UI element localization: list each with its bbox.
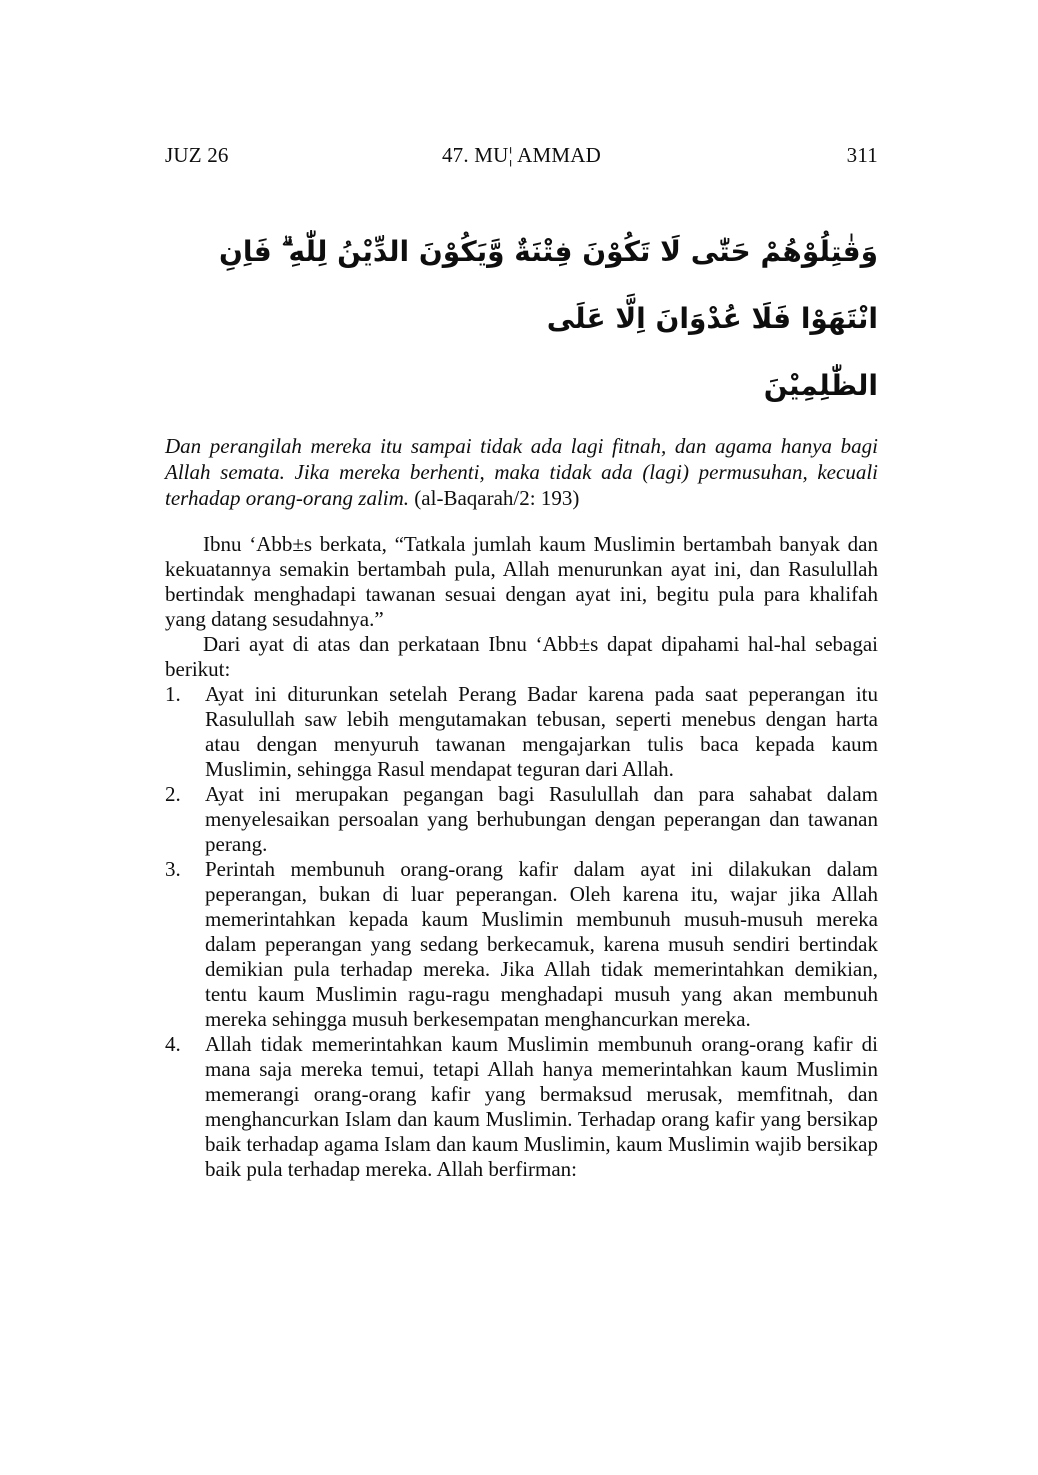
- arabic-verse-line-2: الظّٰلِمِيْنَ: [763, 369, 878, 402]
- juz-label: JUZ 26: [165, 143, 229, 167]
- list-item-text: Perintah membunuh orang-orang kafir dalam ayat ini dilakukan dalam peperangan, bukan di luar peperangan. Oleh karena itu, wajar jika Allah memerintahkan kepada kaum Muslimin membunuh musuh-musuh mereka dalam peperangan yang sedang berkecamuk, karena musuh sendiri bertindak demikian pula terhadap mereka. Jika Allah tidak memerintahkan demikian, tentu kaum Muslimin ragu-ragu menghadapi musuh yang akan membunuh mereka sehingga musuh berkesempatan menghancurkan mereka.: [205, 857, 878, 1031]
- paragraph-ibnu-abbas: Ibnu ‘Abb±s berkata, “Tatkala jumlah kaum Muslimin bertambah banyak dan kekuatannya semakin bertambah pula, Allah menurunkan ayat ini, dan Rasulullah bertindak menghadapi tawanan sesuai dengan ayat ini, begitu pula para khalifah yang datang sesudahnya.”: [165, 532, 878, 631]
- list-item-number: 1.: [165, 682, 181, 706]
- list-item: [165, 1032, 878, 1182]
- arabic-verse: [165, 218, 878, 419]
- list-item: [165, 782, 878, 857]
- list-item-text: Ayat ini diturunkan setelah Perang Badar karena pada saat peperangan itu Rasulullah saw lebih mengutamakan tebusan, seperti menebus dengan harta atau dengan menyuruh tawanan mengajarkan tulis baca kepada kaum Muslimin, sehingga Rasul mendapat teguran dari Allah.: [205, 682, 878, 781]
- list-item-number: 2.: [165, 782, 181, 806]
- list-item: [165, 857, 878, 1032]
- page-number: 311: [846, 143, 878, 167]
- list-item-text: Ayat ini merupakan pegangan bagi Rasulullah dan para sahabat dalam menyelesaikan persoalan yang berhubungan dengan peperangan dan tawanan perang.: [205, 782, 878, 856]
- surah-title: 47. MU¦ AMMAD: [441, 143, 602, 167]
- verse-translation: [165, 433, 878, 511]
- list-item-text: Allah tidak memerintahkan kaum Muslimin membunuh orang-orang kafir di mana saja mereka temui, tetapi Allah hanya memerintahkan kaum Muslimin memerangi orang-orang kafir yang bermaksud merusak, memfitnah, dan menghancurkan Islam dan kaum Muslimin. Terhadap orang kafir yang bersikap baik terhadap agama Islam dan kaum Muslimin, kaum Muslimin wajib bersikap baik pula terhadap mereka. Allah berfirman:: [205, 1032, 878, 1181]
- list-item-number: 4.: [165, 1032, 181, 1056]
- verse-reference: (al-Baqarah/2: 193): [414, 486, 580, 510]
- translation-text: Dan perangilah mereka itu sampai tidak ada lagi fitnah, dan agama hanya bagi Allah semata. Jika mereka berhenti, maka tidak ada (lagi) permusuhan, kecuali terhadap orang-orang zalim.: [165, 434, 878, 510]
- arabic-verse-line-1: وَقٰتِلُوْهُمْ حَتّٰى لَا تَكُوْنَ فِتْنَةٌ وَّيَكُوْنَ الدِّيْنُ لِلّٰهِ ۗ فَاِنِ انْتَهَوْا فَلَا عُدْوَانَ اِلَّا عَلَى: [218, 235, 878, 335]
- list-item: [165, 682, 878, 782]
- paragraph-intro-list: Dari ayat di atas dan perkataan Ibnu ‘Abb±s dapat dipahami hal-hal sebagai berikut:: [165, 632, 878, 681]
- numbered-list: [165, 682, 878, 1182]
- page-header: [165, 143, 878, 168]
- list-item-number: 3.: [165, 857, 181, 881]
